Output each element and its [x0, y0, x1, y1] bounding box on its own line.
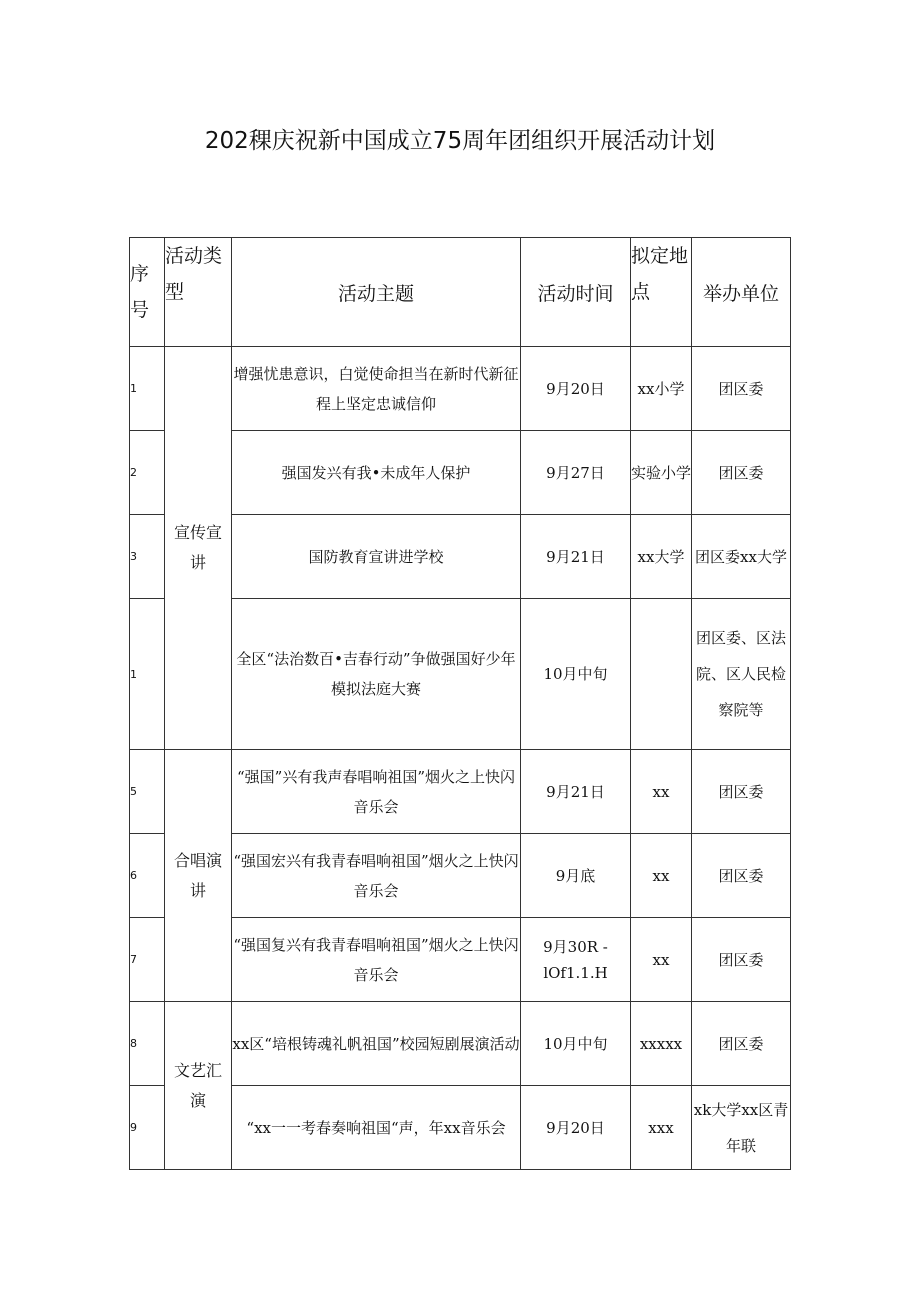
activity-time: 9月20日 [521, 1086, 631, 1170]
serial-number: 5 [130, 750, 165, 834]
activity-time: 10月中旬 [521, 599, 631, 750]
serial-number: 7 [130, 918, 165, 1002]
planned-location: xx [631, 750, 692, 834]
organizer: xk大学xx区青年联 [692, 1086, 791, 1170]
activity-topic: 增强忧患意识，白觉使命担当在新时代新征程上坚定忠诚信仰 [232, 347, 521, 431]
planned-location: xxx [631, 1086, 692, 1170]
planned-location: xx小学 [631, 347, 692, 431]
header-activity-time: 活动时间 [521, 238, 631, 347]
table-header-row [130, 238, 791, 347]
activity-time: 9月21日 [521, 515, 631, 599]
header-planned-location: 拟定地点 [631, 238, 692, 347]
planned-location: 实验小学 [631, 431, 692, 515]
organizer: 团区委 [692, 918, 791, 1002]
activity-type-cell [165, 1002, 232, 1170]
organizer: 团区委 [692, 347, 791, 431]
serial-number: 9 [130, 1086, 165, 1170]
planned-location: xx [631, 834, 692, 918]
activity-time: 9月27日 [521, 431, 631, 515]
activity-type: 宣传宣讲 [173, 523, 222, 572]
serial-number: 1 [130, 347, 165, 431]
activity-topic: “强国宏兴有我青春唱响祖国”烟火之上快闪音乐会 [232, 834, 521, 918]
activity-plan-table [129, 237, 791, 1170]
activity-type: 合唱演讲 [173, 850, 222, 900]
table-row [130, 750, 791, 834]
serial-number: 2 [130, 431, 165, 515]
activity-topic: 强国发兴有我•未成年人保护 [232, 431, 521, 515]
activity-type-cell [165, 750, 232, 1002]
table-row [130, 347, 791, 431]
serial-number: 1 [130, 599, 165, 750]
organizer: 团区委xx大学 [692, 515, 791, 599]
organizer: 团区委 [692, 1002, 791, 1086]
header-activity-topic: 活动主题 [232, 238, 521, 347]
organizer: 团区委 [692, 431, 791, 515]
activity-time: 9月20日 [521, 347, 631, 431]
activity-type-cell [165, 347, 232, 750]
activity-type: 文艺汇演 [173, 1060, 222, 1110]
table-row [130, 1002, 791, 1086]
page-title: 202稞庆祝新中国成立75周年团组织开展活动计划 [204, 128, 716, 154]
organizer: 团区委 [692, 750, 791, 834]
planned-location: xxxxx [631, 1002, 692, 1086]
header-serial-number: 序号 [130, 238, 165, 347]
serial-number: 3 [130, 515, 165, 599]
activity-topic: “xx一一考春奏响祖国“声，年xx音乐会 [232, 1086, 521, 1170]
planned-location: xx大学 [631, 515, 692, 599]
activity-topic: “强国”兴有我声春唱响祖国”烟火之上快闪音乐会 [232, 750, 521, 834]
header-activity-type: 活动类型 [165, 238, 232, 347]
activity-time: 9月21日 [521, 750, 631, 834]
planned-location: xx [631, 918, 692, 1002]
activity-time: 9月30R -lOf1.1.H [521, 918, 631, 1002]
activity-topic: xx区“培根铸魂礼帆祖国”校园短剧展演活动 [232, 1002, 521, 1086]
activity-time: 9月底 [521, 834, 631, 918]
serial-number: 8 [130, 1002, 165, 1086]
planned-location [631, 599, 692, 750]
activity-topic: 国防教育宣讲进学校 [232, 515, 521, 599]
activity-topic: “强国复兴有我青春唱响祖国”烟火之上快闪音乐会 [232, 918, 521, 1002]
activity-time: 10月中旬 [521, 1002, 631, 1086]
organizer: 团区委、区法院、区人民检察院等 [692, 599, 791, 750]
header-organizer: 举办单位 [692, 238, 791, 347]
activity-topic: 全区“法治数百•吉春行动”争做强国好少年模拟法庭大赛 [232, 599, 521, 750]
organizer: 团区委 [692, 834, 791, 918]
serial-number: 6 [130, 834, 165, 918]
